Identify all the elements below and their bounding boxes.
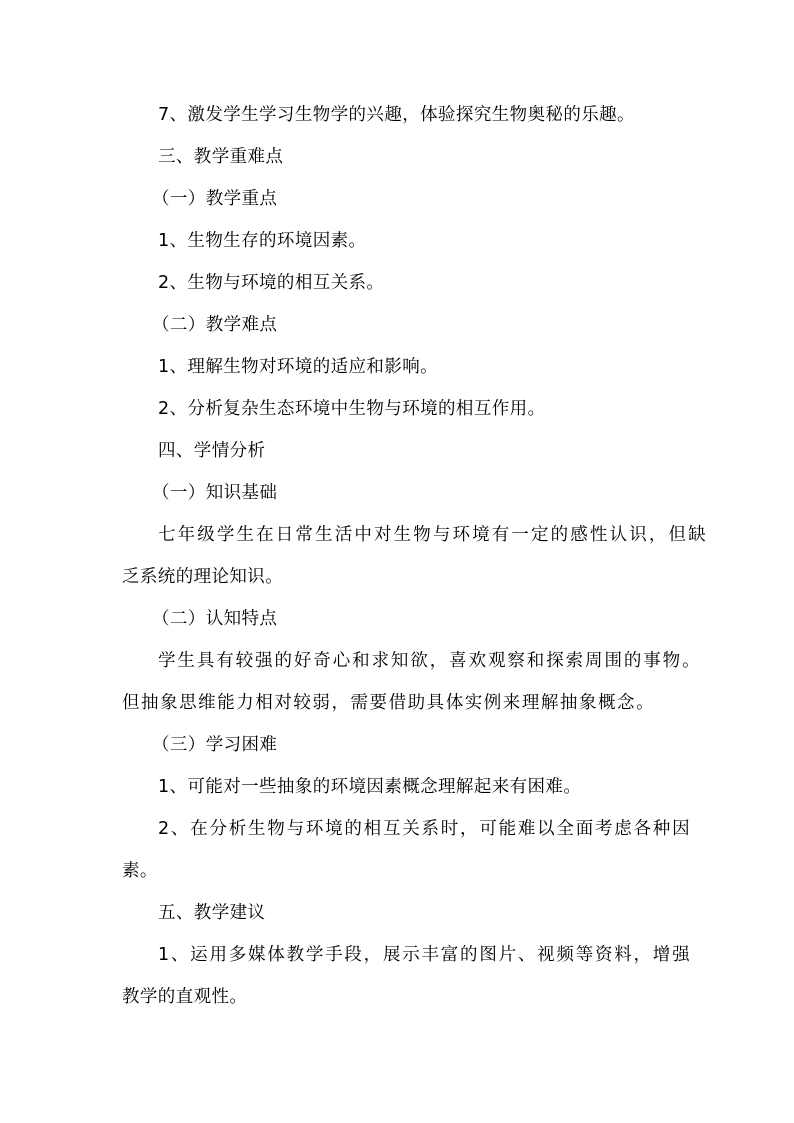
subheading-teaching-focus: （一）教学重点 [152,189,278,209]
text-line-focus-1: 1、生物生存的环境因素。 [158,231,367,251]
text-line-suggestion-1-cont: 教学的直观性。 [122,987,248,1007]
subheading-learning-difficulties: （三）学习困难 [152,735,278,755]
subheading-knowledge-base: （一）知识基础 [152,483,278,503]
subheading-teaching-difficulty: （二）教学难点 [152,315,278,335]
text-line-learning-2: 2、在分析生物与环境的相互关系时，可能难以全面考虑各种因 [158,819,690,839]
paragraph-knowledge-line-2: 乏系统的理论知识。 [122,567,284,587]
text-line-1: 7、激发学生学习生物学的兴趣，体验探究生物奥秘的乐趣。 [158,105,635,125]
text-line-difficulty-2: 2、分析复杂生态环境中生物与环境的相互作用。 [158,399,546,419]
paragraph-cognitive-line-1: 学生具有较强的好奇心和求知欲，喜欢观察和探索周围的事物。 [158,651,700,671]
text-line-suggestion-1: 1、运用多媒体教学手段，展示丰富的图片、视频等资料，增强 [158,945,690,965]
paragraph-cognitive-line-2: 但抽象思维能力相对较弱，需要借助具体实例来理解抽象概念。 [122,693,654,713]
paragraph-knowledge-line-1: 七年级学生在日常生活中对生物与环境有一定的感性认识，但缺 [158,525,706,545]
section-heading-3: 三、教学重难点 [158,147,284,167]
text-line-difficulty-1: 1、理解生物对环境的适应和影响。 [158,357,439,377]
section-heading-4: 四、学情分析 [158,441,266,461]
section-heading-5: 五、教学建议 [158,903,266,923]
text-line-focus-2: 2、生物与环境的相互关系。 [158,273,385,293]
text-line-learning-1: 1、可能对一些抽象的环境因素概念理解起来有困难。 [158,777,582,797]
text-line-learning-2-cont: 素。 [122,861,158,881]
subheading-cognitive-traits: （二）认知特点 [152,609,278,629]
